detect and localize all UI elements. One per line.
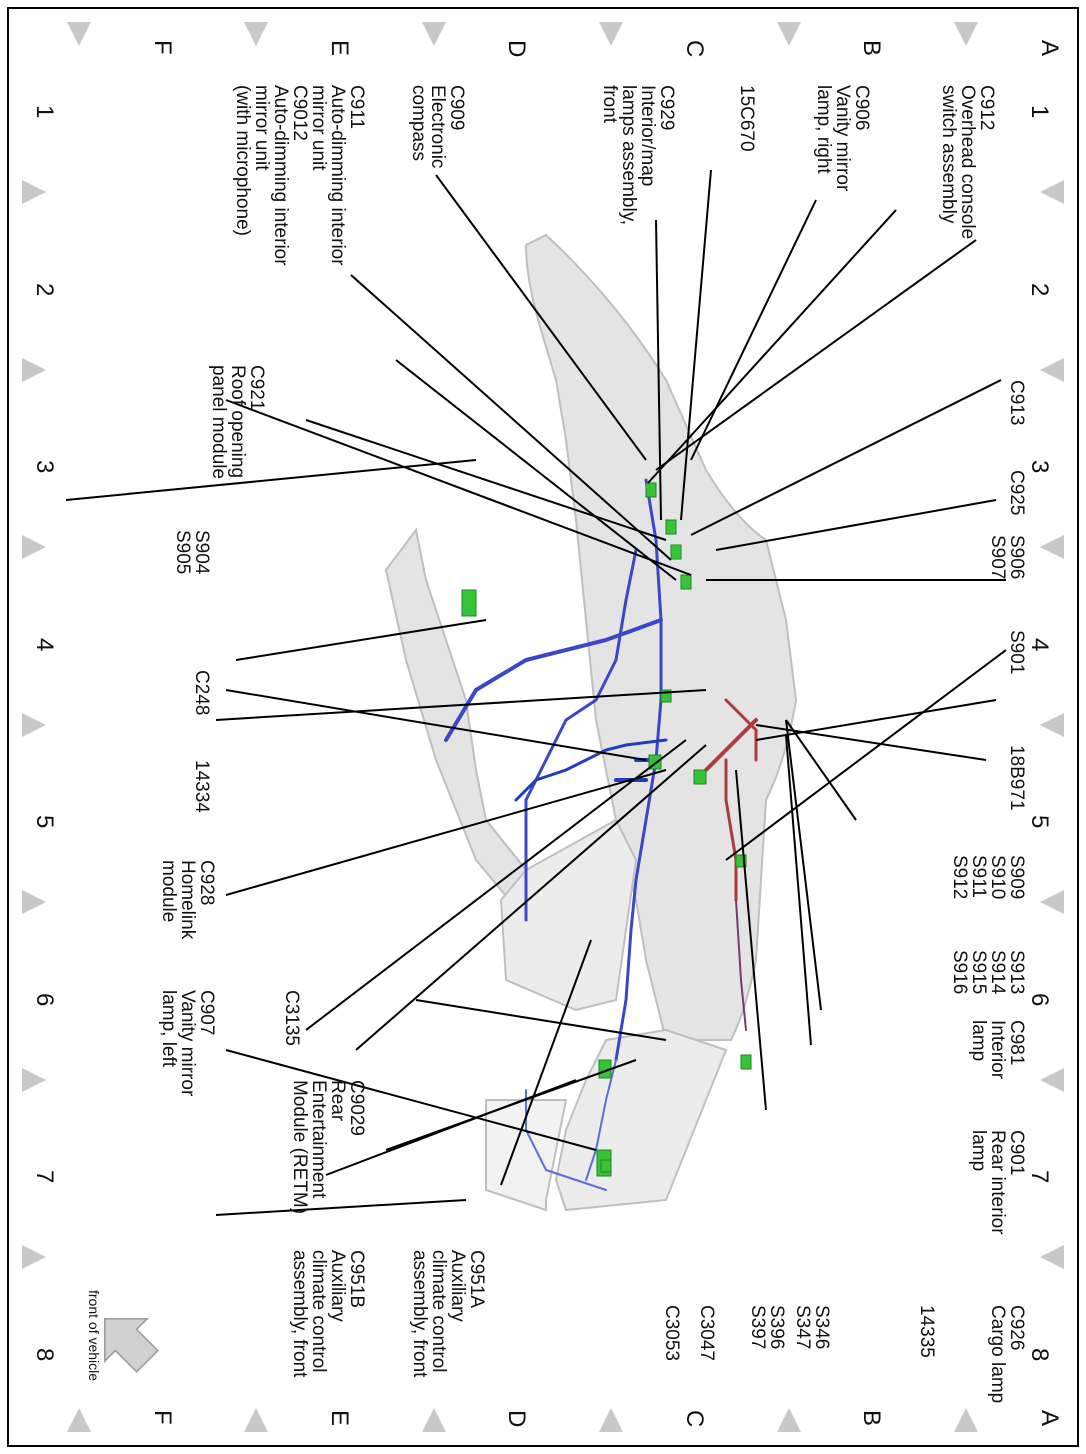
label-s901: S901 [1006,630,1027,675]
label-c928: C928 Homelink module [158,860,217,940]
label-c911: C911 Auto-dimming interior mirror unit C9012 Auto-dimming interior mirror unit (with microphone) [232,85,367,266]
col-label-4-left: 4 [31,638,58,652]
col-label-8-right: 8 [1026,1348,1053,1362]
label-s346: S346 S347 [792,1305,832,1350]
col-label-7-left: 7 [31,1170,58,1184]
row-label-F-top: F [149,40,176,55]
label-c912: C912 Overhead console switch assembly [938,85,997,240]
col-label-5-right: 5 [1026,815,1053,829]
col-label-6-left: 6 [31,993,58,1007]
label-s906: S906 S907 [987,535,1027,580]
row-label-C-bottom: C [681,1410,708,1428]
col-label-6-right: 6 [1026,993,1053,1007]
row-label-A-top: A [1036,40,1063,57]
row-label-B-top: B [858,40,885,57]
label-c901: C901 Rear interior lamp [968,1130,1027,1235]
label-c929: C929 Interior/map lamps assembly, front [599,85,677,226]
col-label-2-left: 2 [31,283,58,297]
label-s396: S396 S397 [747,1305,787,1350]
label-c907: C907 Vanity mirror lamp, left [158,990,217,1097]
col-label-4-right: 4 [1026,638,1053,652]
col-label-8-left: 8 [31,1348,58,1362]
label-s904: S904 S905 [172,530,212,575]
label-s909: S909 S910 S911 S912 [949,855,1027,900]
col-label-1-right: 1 [1026,105,1053,119]
label-front-of-vehicle: front of vehicle [86,1290,102,1382]
label-c3053: C3053 [661,1305,682,1361]
row-label-B-bottom: B [858,1410,885,1427]
label-18b971: 18B971 [1006,745,1027,811]
col-label-2-right: 2 [1026,283,1053,297]
col-label-3-left: 3 [31,460,58,474]
label-c951b: C951B Auxiliary climate control assembly, front [289,1250,367,1378]
label-c925: C925 [1006,470,1027,516]
label-15c670: 15C670 [736,85,757,152]
label-c981: C981 Interior lamp [968,1020,1027,1080]
label-c951a: C951A Auxiliary climate control assembly, front [409,1250,487,1378]
label-s913: S913 S914 S915 S916 [949,950,1027,995]
label-c909: C909 Electronic compass [408,85,467,169]
col-label-1-left: 1 [31,105,58,119]
label-c248: C248 [191,670,212,716]
label-c3047: C3047 [696,1305,717,1361]
label-c913: C913 [1006,380,1027,426]
row-label-F-bottom: F [149,1410,176,1425]
row-label-C-top: C [681,40,708,58]
col-label-3-right: 3 [1026,460,1053,474]
label-14334: 14334 [191,760,212,813]
label-14335: 14335 [916,1305,937,1358]
label-c3135: C3135 [281,990,302,1046]
row-label-A-bottom: A [1036,1410,1063,1427]
col-label-5-left: 5 [31,815,58,829]
label-c906: C906 Vanity mirror lamp, right [813,85,872,192]
row-label-E-top: E [326,40,353,57]
row-label-D-top: D [503,40,530,58]
label-c921: C921 Roof opening panel module [208,365,267,480]
row-label-E-bottom: E [326,1410,353,1427]
row-label-D-bottom: D [503,1410,530,1428]
col-label-7-right: 7 [1026,1170,1053,1184]
label-c926: C926 Cargo lamp [987,1305,1027,1404]
label-c9029: C9029 Rear Entertainment Module (RETM) [289,1080,367,1215]
